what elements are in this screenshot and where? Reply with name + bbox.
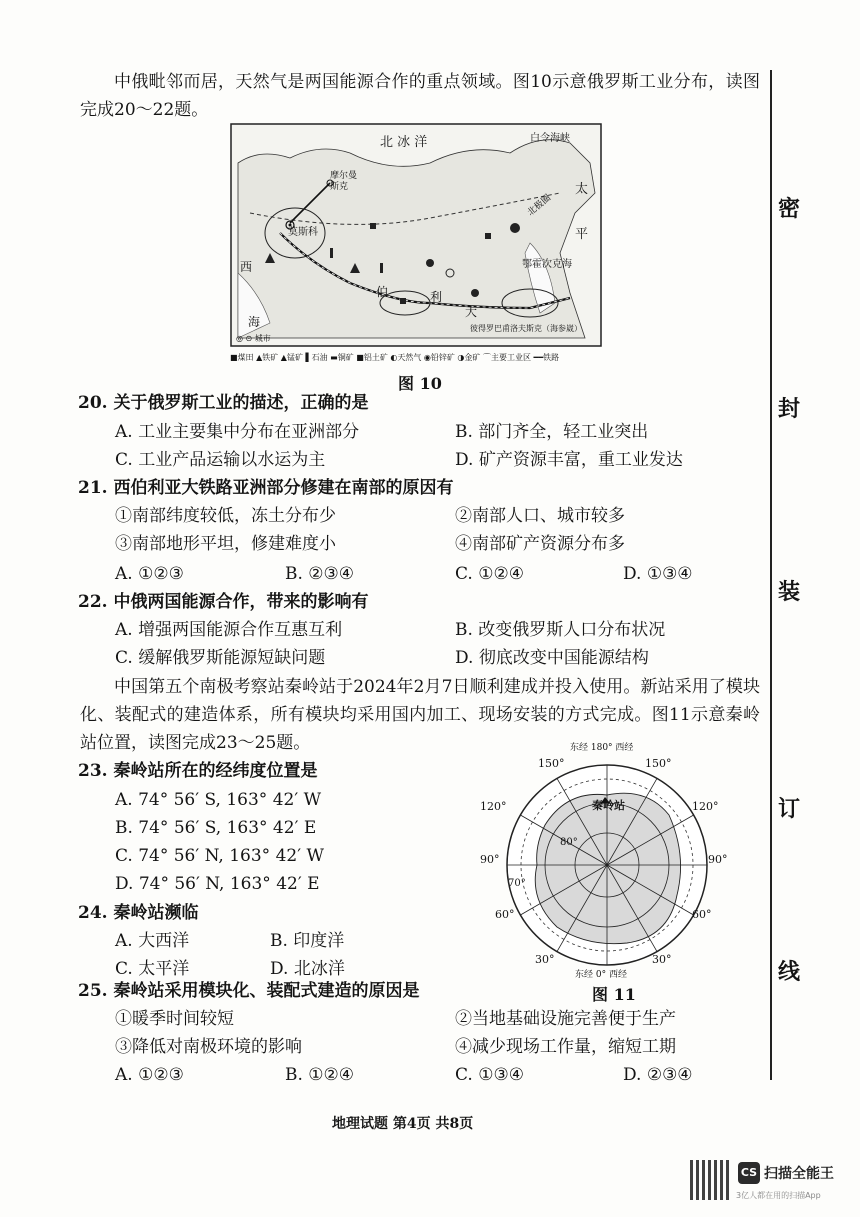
question-24-option-d[interactable]: D. 北冰洋: [270, 959, 345, 979]
fig11-label-lat70: 70°: [508, 878, 526, 889]
question-20-option-a[interactable]: A. 工业主要集中分布在亚洲部分: [115, 422, 360, 442]
antarctica-polar-graphic: [480, 745, 730, 980]
map-label-arctic-ocean: 北 冰 洋: [380, 135, 428, 150]
binding-char-mi: 密: [778, 196, 801, 222]
question-20-stem: 20. 关于俄罗斯工业的描述，正确的是: [78, 393, 369, 413]
figure-10-caption: 图 10: [398, 374, 442, 393]
question-21-statement-3: ③南部地形平坦，修建难度小: [115, 534, 336, 554]
question-25-option-c[interactable]: C. ①③④: [455, 1065, 524, 1085]
question-24-option-a[interactable]: A. 大西洋: [115, 931, 190, 951]
question-21-option-a[interactable]: A. ①②③: [115, 564, 184, 584]
map-label-bering-strait: 白令海峡: [530, 133, 570, 144]
question-22-option-a[interactable]: A. 增强两国能源合作互惠互利: [115, 620, 343, 640]
map-label-pacific-2: 平: [575, 227, 589, 242]
question-21-option-d[interactable]: D. ①③④: [623, 564, 693, 584]
binding-char-zhuang: 装: [778, 579, 801, 605]
question-21-option-c[interactable]: C. ①②④: [455, 564, 524, 584]
question-23-stem: 23. 秦岭站所在的经纬度位置是: [78, 761, 318, 781]
question-25-stem: 25. 秦岭站采用模块化、装配式建造的原因是: [78, 981, 420, 1001]
question-25-statement-3: ③降低对南极环境的影响: [115, 1037, 302, 1057]
fig11-label-lat80: 80°: [560, 837, 578, 848]
question-25-option-b[interactable]: B. ①②④: [285, 1065, 355, 1085]
question-21-statement-2: ②南部人口、城市较多: [455, 506, 625, 526]
question-24-option-b[interactable]: B. 印度洋: [270, 931, 345, 951]
binding-char-xian: 线: [778, 959, 801, 985]
question-24-option-c[interactable]: C. 太平洋: [115, 959, 190, 979]
map-label-da: 大: [465, 305, 478, 319]
scanner-app-tagline: 3亿人都在用的扫描App: [736, 1191, 821, 1200]
map-label-hai: 海: [248, 315, 261, 329]
fig11-label-120e: 120°: [692, 800, 719, 813]
map-label-petropavlovsk: 彼得罗巴甫洛夫斯克（海参崴）: [470, 324, 582, 333]
fig11-label-60w: 60°: [495, 908, 515, 921]
question-21-statement-1: ①南部纬度较低，冻土分布少: [115, 506, 336, 526]
fig11-top-meridian-label: 东经 180° 西经: [570, 743, 634, 753]
intro-paragraph-fig11: 中国第五个南极考察站秦岭站于2024年2月7日顺利建成并投入使用。新站采用了模块化、装配式的建造体系，所有模块均采用国内加工、现场安装的方式完成。图11示意秦岭站位置，读图完成23～25题。: [80, 677, 760, 753]
page-footer: 地理试题 第4页 共8页: [332, 1116, 474, 1132]
scanner-app-name: 扫描全能王: [764, 1166, 834, 1182]
question-23-option-a[interactable]: A. 74° 56′ S, 163° 42′ W: [115, 790, 322, 810]
fig11-label-90w: 90°: [480, 853, 500, 866]
fig11-label-60e: 60°: [692, 908, 712, 921]
question-25-option-a[interactable]: A. ①②③: [115, 1065, 184, 1085]
question-22-option-b[interactable]: B. 改变俄罗斯人口分布状况: [455, 620, 666, 640]
figure-11-caption: 图 11: [592, 985, 636, 1004]
question-25-option-d[interactable]: D. ②③④: [623, 1065, 693, 1085]
map-label-bo: 伯: [376, 285, 389, 299]
fig11-station-label: 秦岭站: [592, 799, 625, 812]
figure-11-antarctica-map: [480, 745, 730, 980]
binding-margin-line: [770, 70, 772, 1080]
map-label-pacific: 太: [575, 182, 589, 197]
map-legend: ■煤田 ▲铁矿 ▲锰矿 ▌石油 ▬铜矿 ■铝土矿 ◐天然气 ◉铅锌矿 ◑金矿 ⌒主要工业区 ━━铁路: [230, 353, 560, 362]
question-25-statement-1: ①暖季时间较短: [115, 1009, 234, 1029]
fig11-label-150w: 150°: [538, 757, 565, 770]
question-21-option-b[interactable]: B. ②③④: [285, 564, 355, 584]
fig11-label-150e: 150°: [645, 757, 672, 770]
map-label-arctic-circle: 北极圈: [525, 193, 554, 219]
question-22-stem: 22. 中俄两国能源合作，带来的影响有: [78, 592, 369, 612]
question-23-option-c[interactable]: C. 74° 56′ N, 163° 42′ W: [115, 846, 324, 866]
question-23-option-b[interactable]: B. 74° 56′ S, 163° 42′ E: [115, 818, 317, 838]
map-label-moscow: 莫斯科: [288, 227, 318, 238]
fig11-label-30e: 30°: [652, 953, 672, 966]
question-25-statement-2: ②当地基础设施完善便于生产: [455, 1009, 676, 1029]
map-corner-legend: ◎ ⊙ 城市: [236, 334, 271, 343]
question-20-option-c[interactable]: C. 工业产品运输以水运为主: [115, 450, 326, 470]
map-label-li: 利: [430, 290, 443, 304]
figure-10-russia-map: [230, 123, 602, 363]
intro-paragraph-fig10: 中俄毗邻而居，天然气是两国能源合作的重点领域。图10示意俄罗斯工业分布，读图完成20～22题。: [80, 72, 760, 120]
question-23-option-d[interactable]: D. 74° 56′ N, 163° 42′ E: [115, 874, 320, 894]
binding-char-feng: 封: [778, 396, 801, 422]
question-21-stem: 21. 西伯利亚大铁路亚洲部分修建在南部的原因有: [78, 478, 454, 498]
qr-code-icon: [690, 1160, 730, 1200]
fig11-bottom-meridian-label: 东经 0° 西经: [575, 970, 627, 980]
question-22-option-c[interactable]: C. 缓解俄罗斯能源短缺问题: [115, 648, 326, 668]
binding-char-ding: 订: [778, 796, 801, 822]
question-20-option-b[interactable]: B. 部门齐全，轻工业突出: [455, 422, 649, 442]
fig11-label-120w: 120°: [480, 800, 507, 813]
question-24-stem: 24. 秦岭站濒临: [78, 903, 199, 923]
fig11-label-90e: 90°: [708, 853, 728, 866]
question-20-option-d[interactable]: D. 矿产资源丰富，重工业发达: [455, 450, 683, 470]
camscanner-logo: CS: [738, 1162, 760, 1184]
question-25-statement-4: ④减少现场工作量，缩短工期: [455, 1037, 676, 1057]
fig11-label-30w: 30°: [535, 953, 555, 966]
map-label-okhotsk: 鄂霍次克海: [522, 259, 572, 270]
map-label-xi: 西: [240, 260, 253, 274]
map-label-murmansk: 摩尔曼斯克: [330, 171, 358, 192]
question-22-option-d[interactable]: D. 彻底改变中国能源结构: [455, 648, 649, 668]
question-21-statement-4: ④南部矿产资源分布多: [455, 534, 625, 554]
